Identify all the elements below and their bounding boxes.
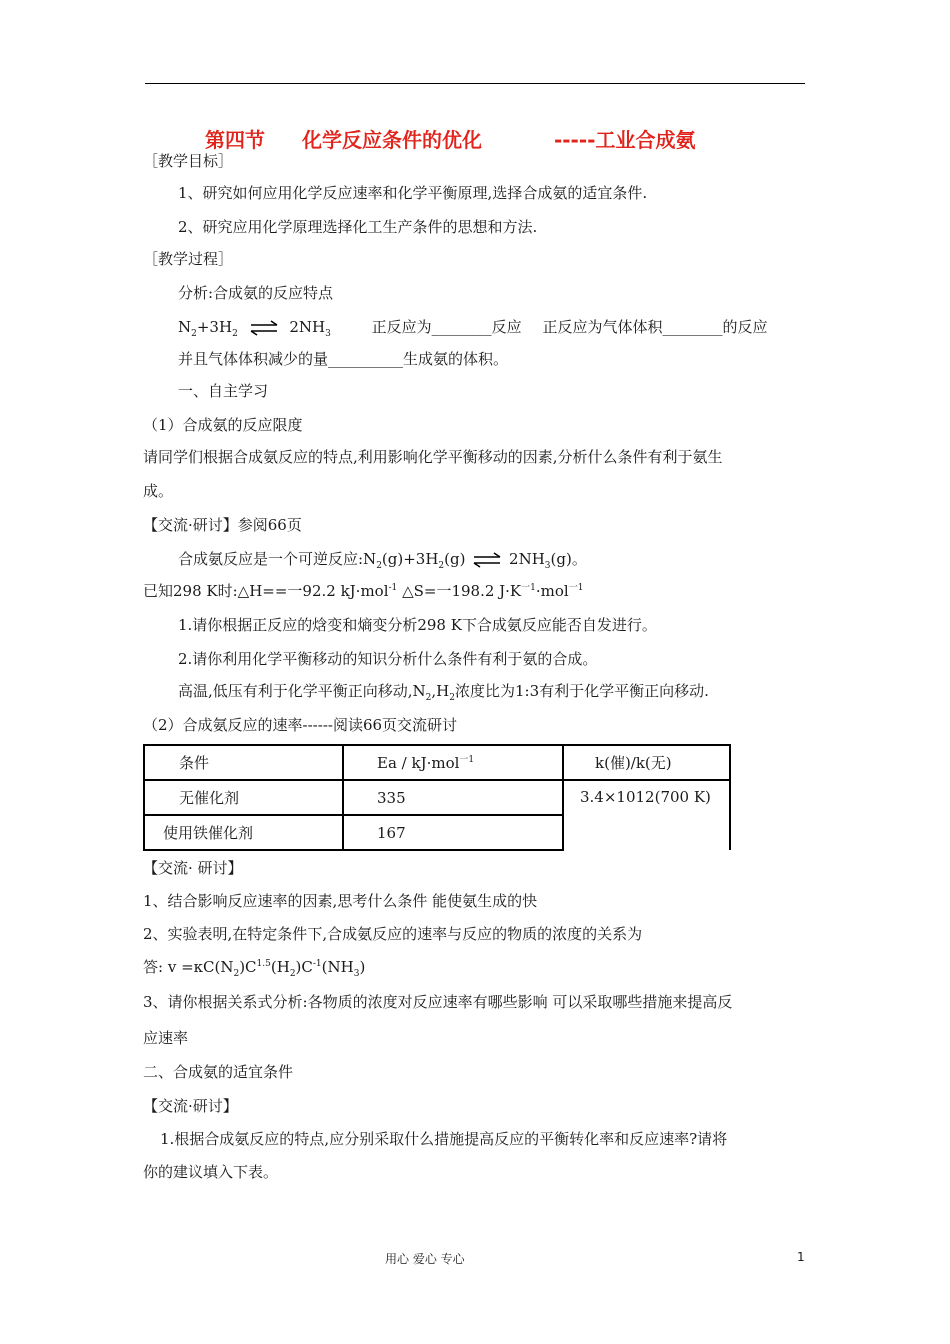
table-row bbox=[144, 780, 730, 815]
paragraph-2: 2、实验表明,在特定条件下,合成氨反应的速率与反应的物质的浓度的关系为 bbox=[143, 925, 643, 943]
exchange-heading-3: 【交流·研讨】 bbox=[143, 1097, 238, 1115]
limit-text-2: 成。 bbox=[143, 482, 174, 500]
volume-line: 并且气体体积减少的量__________生成氨的体积。 bbox=[178, 350, 509, 368]
goal-item-1: 1、研究如何应用化学反应速率和化学平衡原理,选择合成氨的适宜条件. bbox=[178, 184, 648, 202]
reaction-feature-line: $N_2+3H_2$ $2NH_3$ 正反应为________反应 正反应为气体体积________的反应 bbox=[178, 318, 768, 339]
table-header-cell: Ea / kJ·mol$^{一1}$ bbox=[343, 745, 563, 780]
paragraph-1: 1、结合影响反应速率的因素,思考什么条件 能使氨生成的快 bbox=[143, 892, 538, 910]
table-cell: 使用铁催化剂 bbox=[144, 815, 343, 850]
blank-volume-change: ________ bbox=[662, 318, 723, 336]
header-rule bbox=[145, 83, 805, 84]
paragraph-3b: 应速率 bbox=[143, 1029, 189, 1047]
analysis-line: 分析:合成氨的反应特点 bbox=[178, 284, 334, 302]
limit-heading: （1）合成氨的反应限度 bbox=[143, 416, 303, 434]
footer-motto: 用心 爱心 专心 bbox=[385, 1252, 465, 1266]
table-header-row bbox=[144, 745, 730, 780]
exchange-heading-1: 【交流·研讨】参阅66页 bbox=[143, 516, 302, 534]
limit-text-1: 请同学们根据合成氨反应的特点,利用影响化学平衡移动的因素,分析什么条件有利于氨生 bbox=[143, 448, 723, 466]
table-header-cell: k(催)/k(无) bbox=[563, 745, 730, 780]
table-cell: 335 bbox=[343, 780, 563, 815]
answer-line: 高温,低压有利于化学平衡正向移动$,N_2,H_2$浓度比为1:3有利于化学平衡正向移动. bbox=[178, 682, 709, 703]
known-data-line: 已知298 K时:△H==一92.2 kJ·mol$^{-1}$ △S=一198.2 $J\cdot K^{一1}\cdot mol^{一1}$ bbox=[143, 582, 584, 600]
question-1: 1.请你根据正反应的焓变和熵变分析298 K下合成氨反应能否自发进行。 bbox=[178, 616, 657, 634]
title-subtitle: -----工业合成氨 bbox=[553, 128, 696, 152]
table-cell: 3.4×1012(700 K) bbox=[563, 780, 730, 850]
table-cell: 167 bbox=[343, 815, 563, 850]
blank-volume-amount: __________ bbox=[328, 350, 404, 368]
title-section: 第四节 bbox=[205, 128, 265, 152]
section-2-heading: 二、合成氨的适宜条件 bbox=[143, 1063, 294, 1081]
question-table-a: 1.根据合成氨反应的特点,应分别采取什么措施提高反应的平衡转化率和反应速率?请将 bbox=[160, 1130, 728, 1148]
page-title bbox=[205, 124, 695, 153]
title-topic: 化学反应条件的优化 bbox=[301, 128, 482, 152]
page-number: 1 bbox=[797, 1250, 805, 1264]
process-heading: ［教学过程］ bbox=[143, 250, 234, 268]
rate-heading: （2）合成氨反应的速率------阅读66页交流研讨 bbox=[143, 716, 458, 734]
question-2: 2.请你利用化学平衡移动的知识分析什么条件有利于氨的合成。 bbox=[178, 650, 598, 668]
goal-item-2: 2、研究应用化学原理选择化工生产条件的思想和方法. bbox=[178, 218, 538, 236]
reversible-reaction-line: 合成氨反应是一个可逆反应$:N_2(g)+3H_2(g)$ $2NH_3(g)$。 bbox=[178, 550, 587, 571]
blank-reaction-type: ________ bbox=[431, 318, 492, 336]
equilibrium-arrow-icon bbox=[472, 552, 502, 568]
self-study-heading: 一、自主学习 bbox=[178, 382, 269, 400]
rate-equation-line: 答: $v =\kappa C(N_2)C^{1.5}(H_2)C^{-1}(NH_3)$ bbox=[143, 958, 366, 979]
exchange-heading-2: 【交流· 研讨】 bbox=[143, 859, 243, 877]
paragraph-3a: 3、请你根据关系式分析:各物质的浓度对反应速率有哪些影响 可以采取哪些措施来提高反 bbox=[143, 993, 733, 1011]
equilibrium-arrow-icon bbox=[249, 320, 279, 336]
table-cell: 无催化剂 bbox=[144, 780, 343, 815]
table-header-cell: 条件 bbox=[144, 745, 343, 780]
catalyst-table bbox=[143, 744, 731, 851]
question-table-b: 你的建议填入下表。 bbox=[143, 1163, 279, 1181]
goals-heading: ［教学目标］ bbox=[143, 152, 234, 170]
